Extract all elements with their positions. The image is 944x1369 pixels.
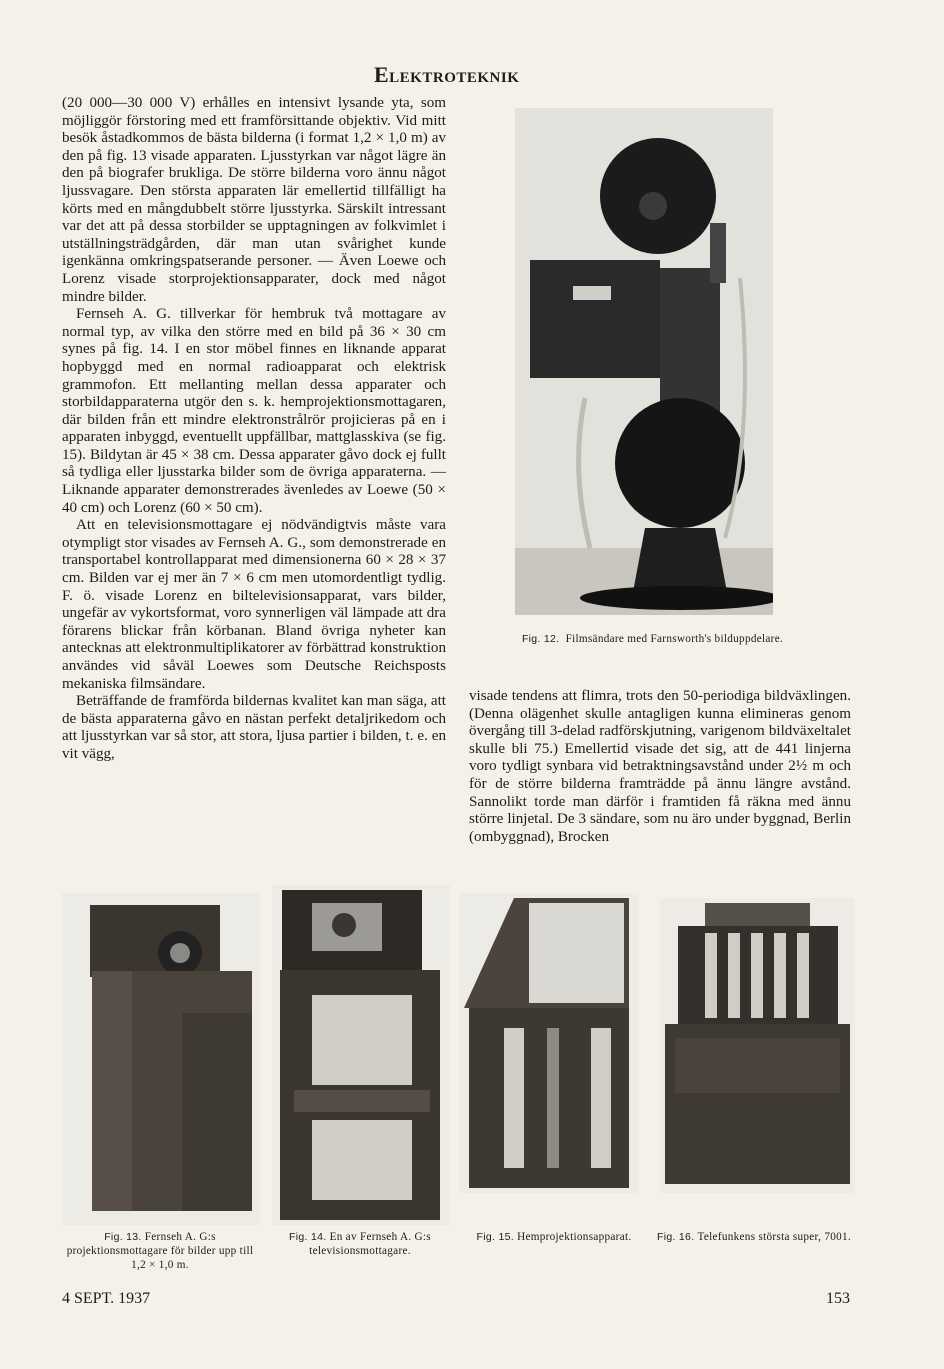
left-text-column (62, 95, 446, 764)
paragraph: (20 000—30 000 V) erhålles en intensivt lysande yta, som möjliggör förstoring med ett framförsittande objektiv. Vid mitt besök åstadkommos de bästa bilderna (i format 1,2 × 1,0 m) av den på fig. 13 visade apparaten. Ljusstyrkan var något lägre än den på biografer brukliga. De större bilderna voro ännu något ljussvagare. Den största apparaten lär emellertid tillfälligt ha körts med en mångdubbelt större ljusstyrka. Särskilt intressant var det att på dessa storbilder se upptagningen av folkvimlet i utställningsträdgården, där man utan svårighet kunde igenkänna omkringspatserande personer. — Även Loewe och Lorenz visade storprojektionsapparater, dock med något mindre bilder. (62, 95, 446, 305)
running-head: Elektroteknik (374, 62, 520, 87)
footer-page-number: 153 (826, 1290, 850, 1307)
fig16-label: Fig. 16. (657, 1231, 695, 1243)
fig16-caption (656, 1230, 852, 1244)
fig14-caption (272, 1230, 448, 1258)
fig12-caption (515, 632, 790, 646)
paragraph: Fernseh A. G. tillverkar för hembruk två mottagare av normal typ, av vilka den större med en bild på 36 × 30 cm synes på fig. 14. I en stor möbel finnes en liknande apparat hopbyggd med en normal radioapparat och elektrisk grammofon. Ett mellanting mellan dessa apparater och storbildapparaterna utgör den s. k. hemprojektionsmottagaren, där bilden från ett mindre elektronstrålrör projicieras på en i apparaten inbyggd, eventuellt uppfällbar, mattglasskiva (se fig. 15). Bildytan är 45 × 38 cm. Dessa apparater gåvo dock ej fullt så tydliga eller ljusstarka bilder som de övriga apparaterna. — Liknande apparater demonstrerades ävenledes av Loewe (50 × 40 cm) och Lorenz (60 × 50 cm). (62, 306, 446, 516)
fig13-caption (62, 1230, 258, 1272)
fig14-label: Fig. 14. (289, 1231, 327, 1243)
fig12-label: Fig. 12. (521, 633, 560, 645)
fig14-text: En av Fernseh A. G:s televisionsmottagare. (309, 1231, 431, 1257)
fig12-text: Filmsändare med Farnsworth's bilduppdelare. (565, 633, 784, 645)
fig16-photo (660, 898, 855, 1193)
fig12-photo (515, 108, 773, 615)
fig13-label: Fig. 13. (104, 1231, 142, 1243)
fig15-text: Hemprojektionsapparat. (517, 1231, 632, 1243)
paragraph: Att en televisionsmottagare ej nödvändigtvis måste vara otympligt stor visades av Fernseh A. G., som demonstrerade en transportabel kontrollapparat med dimensionerna 60 × 28 × 37 cm. Bilden var ej mer än 7 × 6 cm men utomordentligt tydlig. F. ö. visade Lorenz en biltelevisionsapparat, vars bilder, ungefär av vykortsformat, voro synnerligen väl lämpade att dra förarens blickar från körbanan. Bland övriga nyheter kan antecknas att elektronmultiplikatorer av förbättrad konstruktion användes vid såväl Loewes som Deutsche Reichsposts mekaniska filmsändare. (62, 517, 446, 692)
fig15-label: Fig. 15. (476, 1231, 514, 1243)
paragraph: visade tendens att flimra, trots den 50-periodiga bildväxlingen. (Denna olägenhet skulle antagligen kunna elimineras genom övergång till 3-delad radförskjutning, varigenom bildväxeltalet skulle bli 75.) Emellertid visade det sig, att de 441 linjerna voro tydligt synbara vid betraktningsavstånd under 2½ m och för de större bilderna framträdde på ännu längre avstånd. Sannolikt torde man därför i framtiden få räkna med ännu större linjetal. De 3 sändare, som nu äro under byggnad, Berlin (ombyggnad), Brocken (469, 688, 851, 845)
paragraph: Beträffande de framförda bildernas kvalitet kan man säga, att de bästa apparaterna gåvo en nästan perfekt detaljrikedom och att ljusstyrkan var så stor, att stora, ljusa partier i bilden, t. e. en vit vägg, (62, 693, 446, 762)
right-text-column (469, 688, 851, 846)
fig13-photo (62, 893, 260, 1225)
fig15-caption (466, 1230, 642, 1244)
footer-date: 4 SEPT. 1937 (62, 1290, 151, 1307)
fig16-text: Telefunkens största super, 7001. (697, 1231, 851, 1243)
fig14-photo (272, 885, 450, 1225)
fig13-text: Fernseh A. G:s projektionsmottagare för bilder upp till 1,2 × 1,0 m. (66, 1231, 254, 1271)
fig15-photo (459, 893, 639, 1193)
